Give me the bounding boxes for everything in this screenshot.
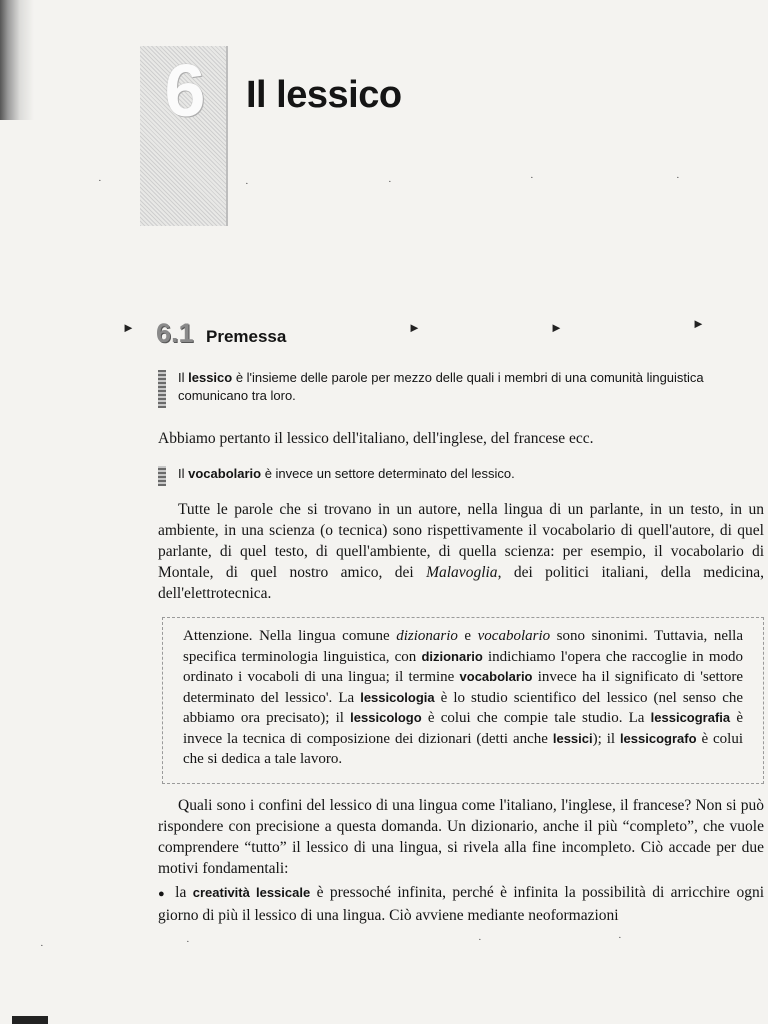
- section-title: Premessa: [206, 327, 287, 346]
- paragraph: [158, 499, 764, 604]
- chapter-number: 6: [164, 49, 206, 132]
- paragraph: Quali sono i confini del lessico di una lingua come l'italiano, l'inglese, il francese? Non si può rispondere con precisione a questa domanda. Un dizionario, anche il più “completo”, che vuole comprendere “tutto” il lessico di una lingua, si rivela alla fine incompleto. Ciò accade per due motivi fondamentali:: [158, 797, 764, 877]
- note-term: lessici: [552, 730, 593, 746]
- scan-speck: ·: [530, 172, 534, 184]
- note-text: è lo studio scientifico del lessico (nel senso che abbiamo ora precisato); il: [183, 689, 744, 726]
- definition-text: è invece un settore determinato del lessico.: [261, 466, 515, 481]
- note-term: vocabolario: [459, 669, 533, 684]
- chapter-title: Il lessico: [246, 74, 402, 116]
- scan-speck: ·: [388, 176, 392, 188]
- section-heading: [156, 318, 286, 349]
- note-text: sono sinonimi. Tuttavia, nella specifica terminologia linguistica, con: [183, 628, 743, 665]
- definition-marker: [158, 466, 166, 486]
- scan-speck: ·: [186, 936, 190, 948]
- note-term: lessicografo: [619, 730, 697, 746]
- attention-box: [162, 617, 764, 784]
- note-term: lessicologia: [360, 689, 435, 705]
- bullet-text: la: [175, 884, 193, 901]
- note-term: lessicologo: [350, 710, 422, 725]
- attention-text: [183, 626, 743, 770]
- paragraph-text: , dei politici italiani, della medicina, dell'elettrotecnica.: [158, 564, 764, 602]
- note-text: invece ha il significato di 'settore determinato del lessico'. La: [183, 669, 743, 706]
- definition-lessico: [158, 369, 758, 405]
- note-term: dizionario: [421, 648, 483, 664]
- scan-speck: ·: [618, 932, 622, 944]
- definition-text: Il: [178, 466, 189, 481]
- note-italic: dizionario: [396, 628, 458, 644]
- definition-text: Il: [178, 370, 189, 385]
- definition-vocabolario: [158, 465, 758, 483]
- note-text: ); il: [592, 730, 620, 747]
- note-text: è invece la tecnica di composizione dei dizionari (detti anche: [183, 710, 743, 747]
- definition-text: è l'insieme delle parole per mezzo delle quali i membri di una comunità linguistica comunicano tra loro.: [178, 370, 704, 403]
- bullet-term: creatività lessicale: [192, 885, 311, 900]
- paragraph-text: Tutte le parole che si trovano in un autore, nella lingua di un parlante, in un testo, in un ambiente, in una scienza (o tecnica) sono rispettivamente il vocabolario di quell'autore, di quel parlante, di quel testo, di quell'ambiente, di quella scienza: per esempio, il vocabolario di Montale, di quel nostro amico, dei: [158, 501, 764, 581]
- definition-term: vocabolario: [188, 466, 262, 481]
- scan-edge-shadow: [0, 0, 34, 120]
- note-text: Attenzione. Nella lingua comune: [183, 628, 397, 644]
- note-text: indichiamo l'opera che raccoglie in modo ordinato i vocaboli di una lingua; il termine: [183, 648, 743, 685]
- scan-mark: ►: [122, 320, 135, 335]
- bullet-text: è pressoché infinita, perché è infinita la possibilità di arricchire ogni giorno di più il lessico di una lingua. Ciò avviene mediante neoformazioni: [158, 884, 764, 924]
- scan-speck: ·: [40, 940, 44, 952]
- scan-mark: ►: [550, 320, 563, 335]
- definition-marker: [158, 370, 166, 408]
- section-number: 6.1: [156, 318, 194, 348]
- note-text: e: [457, 628, 478, 644]
- note-term: lessicografia: [650, 710, 731, 725]
- scan-speck: ·: [98, 175, 102, 187]
- note-text: è colui che si dedica a tale lavoro.: [183, 730, 743, 767]
- scan-edge-mark: [12, 1016, 48, 1024]
- scan-speck: ·: [676, 172, 680, 184]
- paragraph: Abbiamo pertanto il lessico dell'italiano, dell'inglese, del francese ecc.: [158, 430, 594, 447]
- scan-mark: ►: [408, 320, 421, 335]
- scan-mark: ►: [692, 316, 705, 331]
- paragraph-italic: Malavoglia: [426, 564, 498, 581]
- bullet-item: [158, 882, 764, 926]
- note-italic: vocabolario: [477, 628, 551, 644]
- note-text: è colui che compie tale studio. La: [421, 710, 651, 726]
- definition-term: lessico: [188, 370, 233, 385]
- scan-speck: ·: [478, 934, 482, 946]
- scan-speck: ·: [245, 178, 249, 190]
- bullet-marker: ●: [158, 888, 168, 900]
